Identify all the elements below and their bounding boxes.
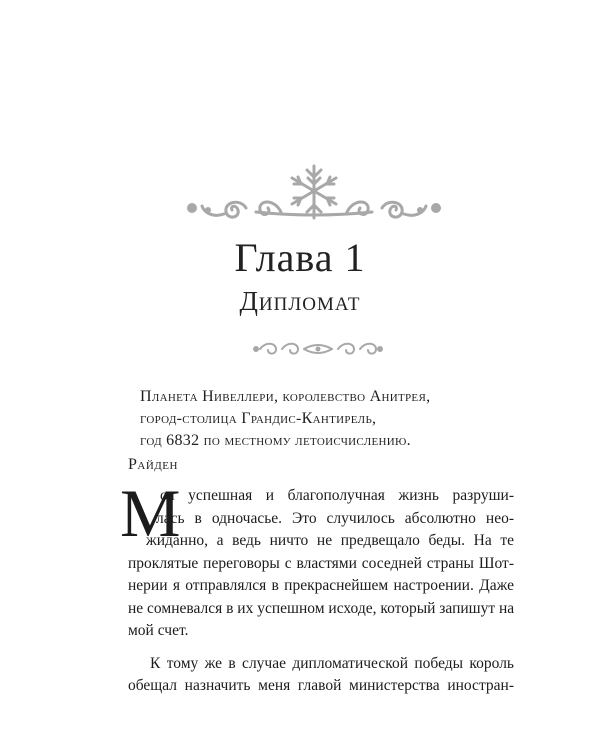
chapter-subtitle: Дипломат xyxy=(239,286,361,316)
text-line: мой счет. xyxy=(128,622,189,639)
location-line: год 6832 по местному летоисчислению. xyxy=(140,432,411,449)
location-line: Планета Нивеллери, королевство Анитрея, xyxy=(140,388,431,405)
text-line: оя успешная и благополучная жизнь разруши- xyxy=(160,487,514,504)
location-line: город-столица Грандис-Кантирель, xyxy=(140,410,377,427)
scroll-ornament-icon xyxy=(252,337,384,361)
drop-cap-letter: М xyxy=(120,475,181,551)
body-text xyxy=(128,485,514,698)
text-line: К тому же в случае дипломатической победы король xyxy=(150,654,514,672)
text-line: жиданно, а ведь ничто не предвещало беды. На те xyxy=(146,532,514,549)
location-header xyxy=(140,386,470,452)
text-line: нерии я отправлялся в прекраснейшем настроении. Даже xyxy=(128,577,514,594)
pov-character: Райден xyxy=(128,456,178,473)
chapter-title: Глава 1 xyxy=(234,235,366,280)
text-line: обещал назначить меня главой министерства иностран- xyxy=(128,677,514,694)
text-line: не сомневался в их успешном исходе, который запишут на xyxy=(128,599,515,617)
text-line: лась в одночасье. Это случилось абсолютно нео- xyxy=(156,509,514,527)
snowflake-ornament-icon xyxy=(186,160,442,228)
text-line: проклятые переговоры с властями соседней страны Шот- xyxy=(128,554,514,572)
